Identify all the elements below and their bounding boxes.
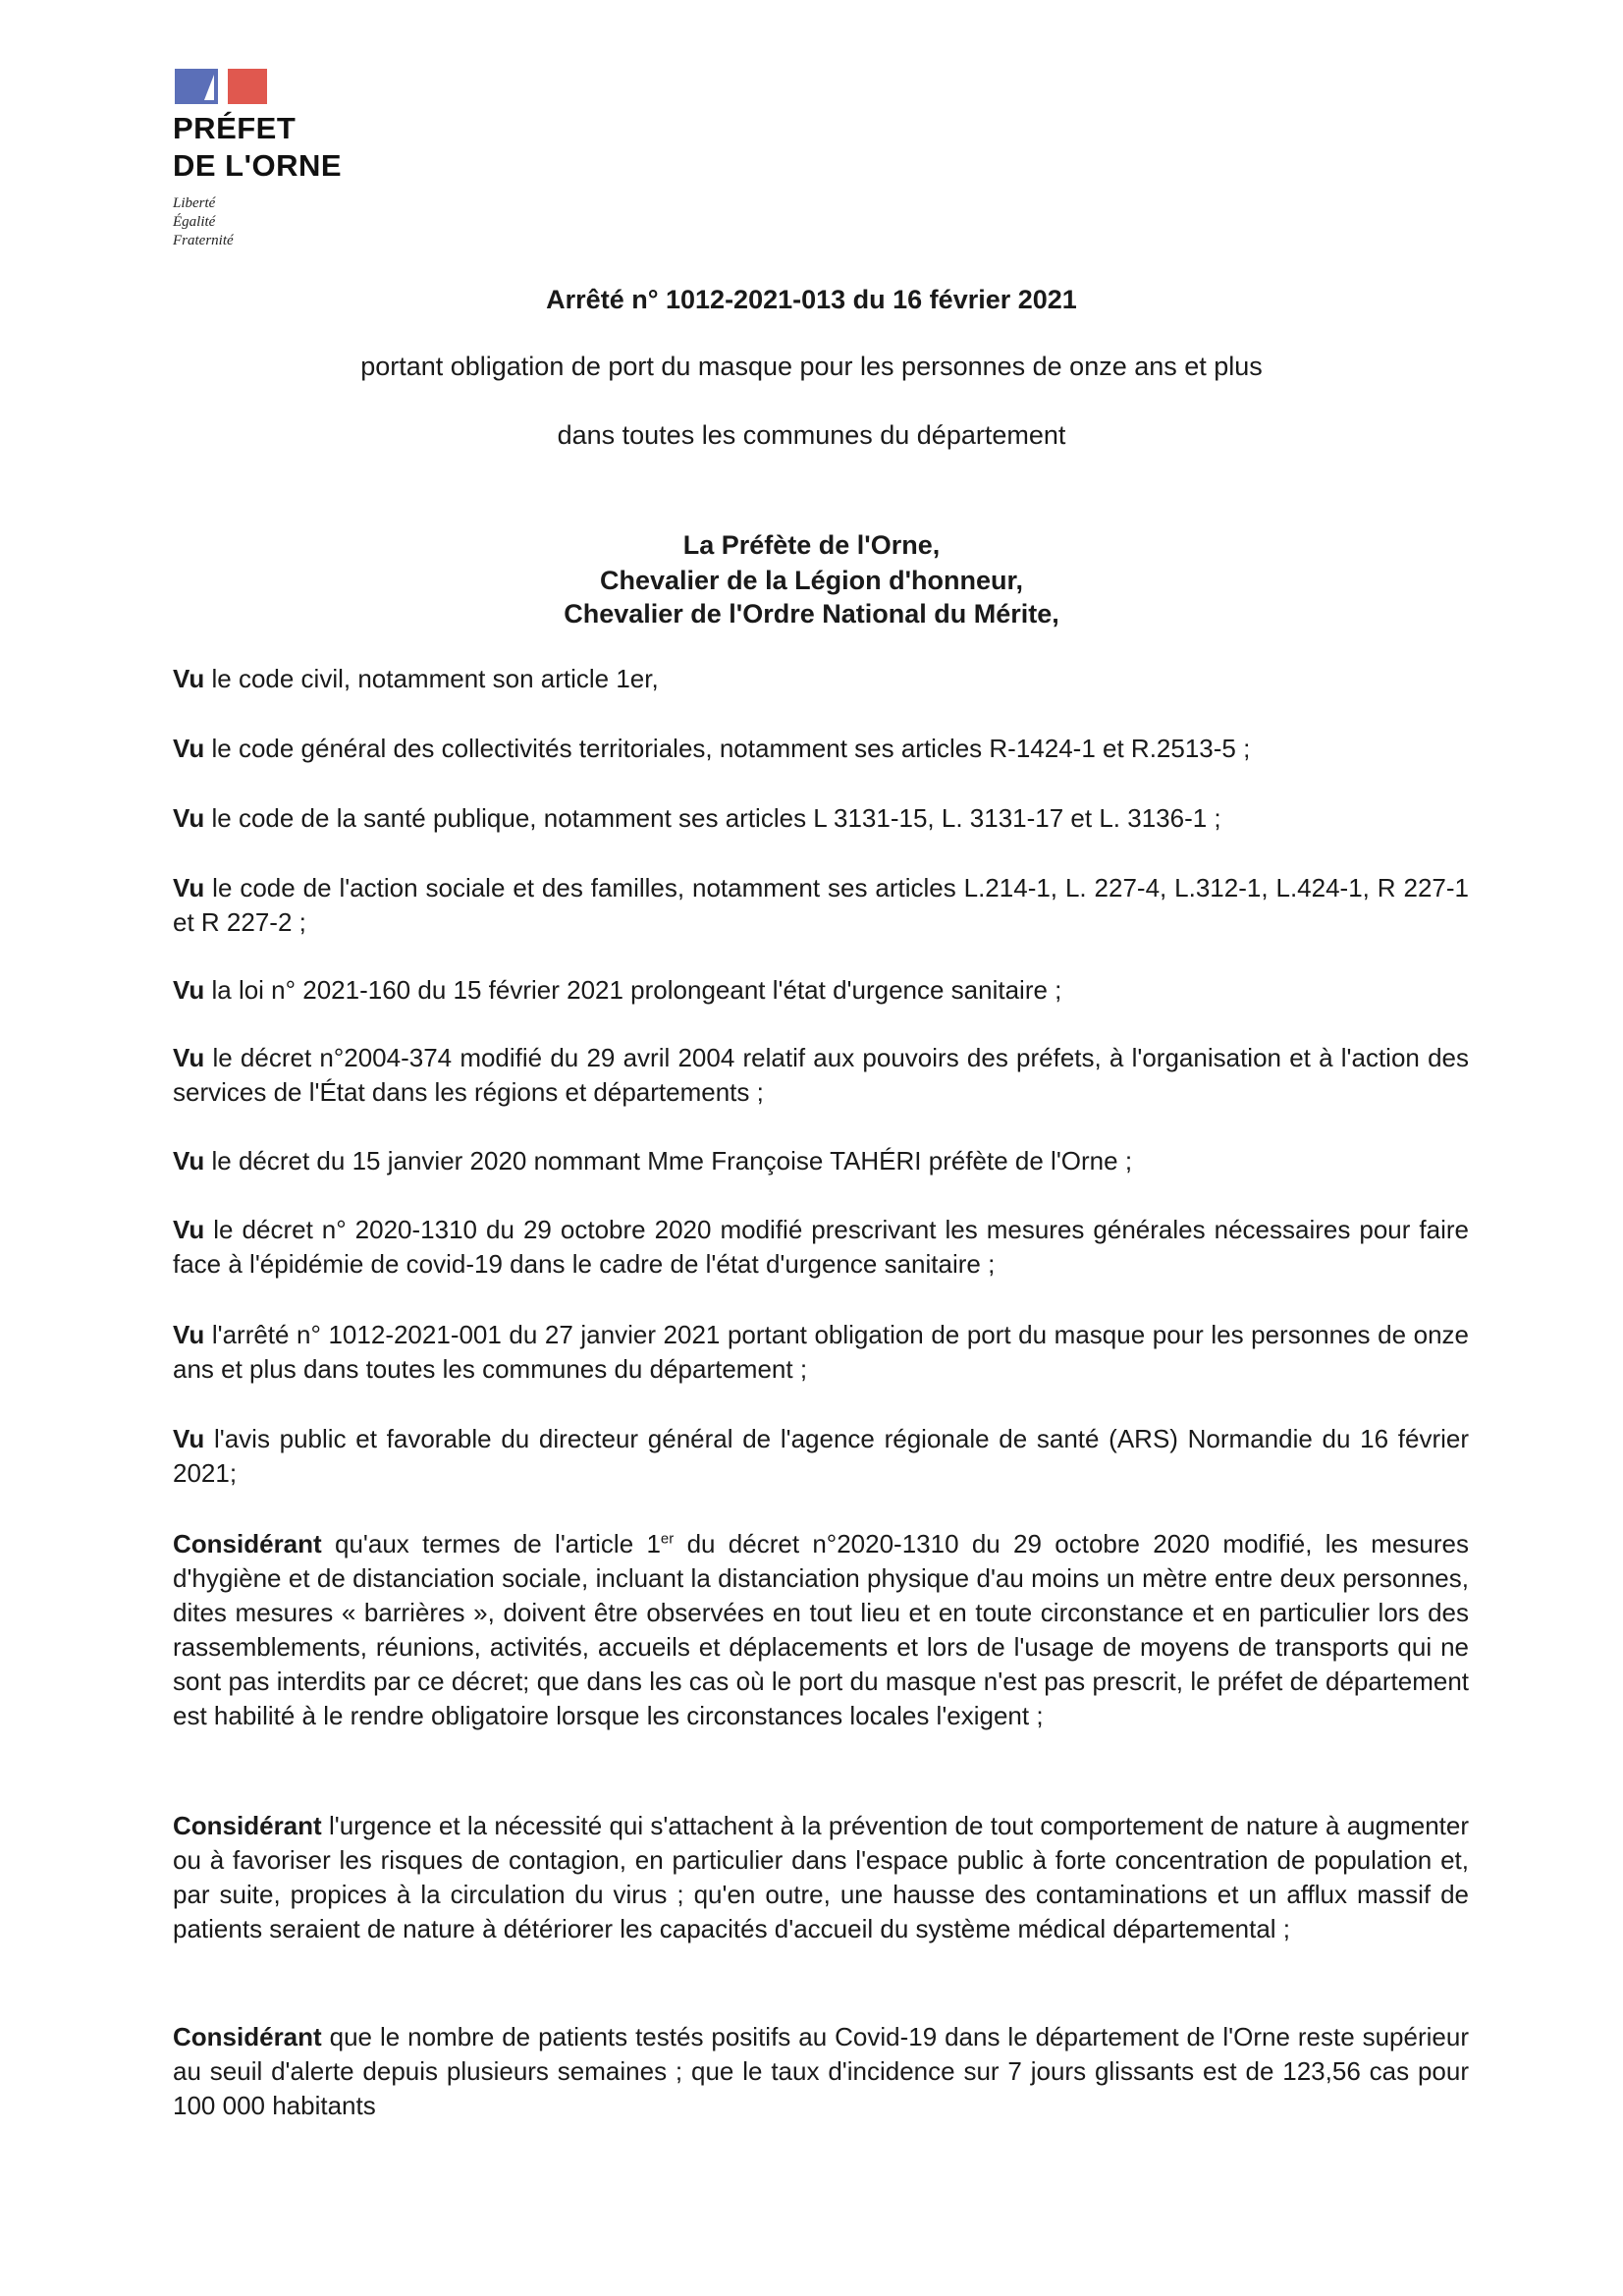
visa-paragraph: Vu le décret n°2004-374 modifié du 29 avril 2004 relatif aux pouvoirs des préfets, à l'organisation et à l'action des services de l'État dans les régions et départements ; xyxy=(173,1043,1469,1107)
visa-paragraph: Vu l'arrêté n° 1012-2021-001 du 27 janvier 2021 portant obligation de port du masque pour les personnes de onze ans et plus dans toutes les communes du département ; xyxy=(173,1320,1469,1384)
arrete-subtitle-2: dans toutes les communes du département xyxy=(557,420,1066,450)
arrete-subtitle-1: portant obligation de port du masque pour les personnes de onze ans et plus xyxy=(360,352,1263,381)
visa-paragraph: Vu le décret du 15 janvier 2020 nommant Mme Françoise TAHÉRI préfète de l'Orne ; xyxy=(173,1146,1133,1175)
org-name xyxy=(173,110,342,185)
prefecture-logo xyxy=(173,69,342,250)
org-line-1: PRÉFET xyxy=(173,111,297,145)
visa-paragraph: Vu le code civil, notamment son article 1er, xyxy=(173,664,659,693)
arrete-title: Arrêté n° 1012-2021-013 du 16 février 2021 xyxy=(546,285,1077,314)
visa-paragraph: Vu le décret n° 2020-1310 du 29 octobre 2020 modifié prescrivant les mesures générales nécessaires pour faire face à l'épidémie de covid-19 dans le cadre de l'état d'urgence sanitaire ; xyxy=(173,1215,1469,1279)
authority-line-1: La Préfète de l'Orne, xyxy=(682,530,941,560)
motto xyxy=(173,194,342,250)
considerant-paragraph: Considérant que le nombre de patients testés positifs au Covid-19 dans le département de l'Orne reste supérieur au seuil d'alerte depuis plusieurs semaines ; que le taux d'incidence sur 7 jours glissants est de 123,56 cas pour 100 000 habitants xyxy=(173,2022,1469,2120)
visa-paragraph: Vu l'avis public et favorable du directeur général de l'agence régionale de santé (ARS) Normandie du 16 février 2021; xyxy=(173,1424,1469,1488)
visa-paragraph: Vu le code de l'action sociale et des familles, notamment ses articles L.214-1, L. 227-4, L.312-1, L.424-1, R 227-1 et R 227-2 ; xyxy=(173,873,1469,937)
authority-line-3: Chevalier de l'Ordre National du Mérite, xyxy=(564,599,1059,629)
visa-paragraph: Vu le code de la santé publique, notamment ses articles L 3131-15, L. 3131-17 et L. 3136-1 ; xyxy=(173,803,1221,833)
considerant-paragraph: Considérant qu'aux termes de l'article 1er du décret n°2020-1310 du 29 octobre 2020 modifié, les mesures d'hygiène et de distanciation sociale, incluant la distanciation physique d'au moins un mètre entre deux personnes, dites mesures « barrières », doivent être observées en tout lieu et en toute circonstance et en particulier lors des rassemblements, réunions, activités, accueils et déplacements et lors de l'usage de moyens de transports qui ne sont pas interdits par ce décret; que dans les cas où le port du masque n'est pas prescrit, le préfet de département est habilité à le rendre obligatoire lorsque les circonstances locales l'exigent ; xyxy=(173,1529,1469,1730)
motto-egalite: Égalité xyxy=(173,214,216,230)
visa-paragraph: Vu le code général des collectivités territoriales, notamment ses articles R-1424-1 et R.2513-5 ; xyxy=(173,734,1251,763)
visa-paragraph: Vu la loi n° 2021-160 du 15 février 2021 prolongeant l'état d'urgence sanitaire ; xyxy=(173,975,1062,1005)
motto-fraternite: Fraternité xyxy=(173,233,234,248)
motto-liberte: Liberté xyxy=(173,195,216,211)
republic-flag-icon xyxy=(175,69,267,104)
considerant-paragraph: Considérant l'urgence et la nécessité qui s'attachent à la prévention de tout comportement de nature à augmenter ou à favoriser les risques de contagion, en particulier dans l'espace public à forte concentration de population et, par suite, propices à la circulation du virus ; qu'en outre, une hausse des contaminations et un afflux massif de patients seraient de nature à détériorer les capacités d'accueil du système médical départemental ; xyxy=(173,1811,1469,1943)
authority-line-2: Chevalier de la Légion d'honneur, xyxy=(600,566,1023,595)
org-line-2: DE L'ORNE xyxy=(173,148,343,183)
